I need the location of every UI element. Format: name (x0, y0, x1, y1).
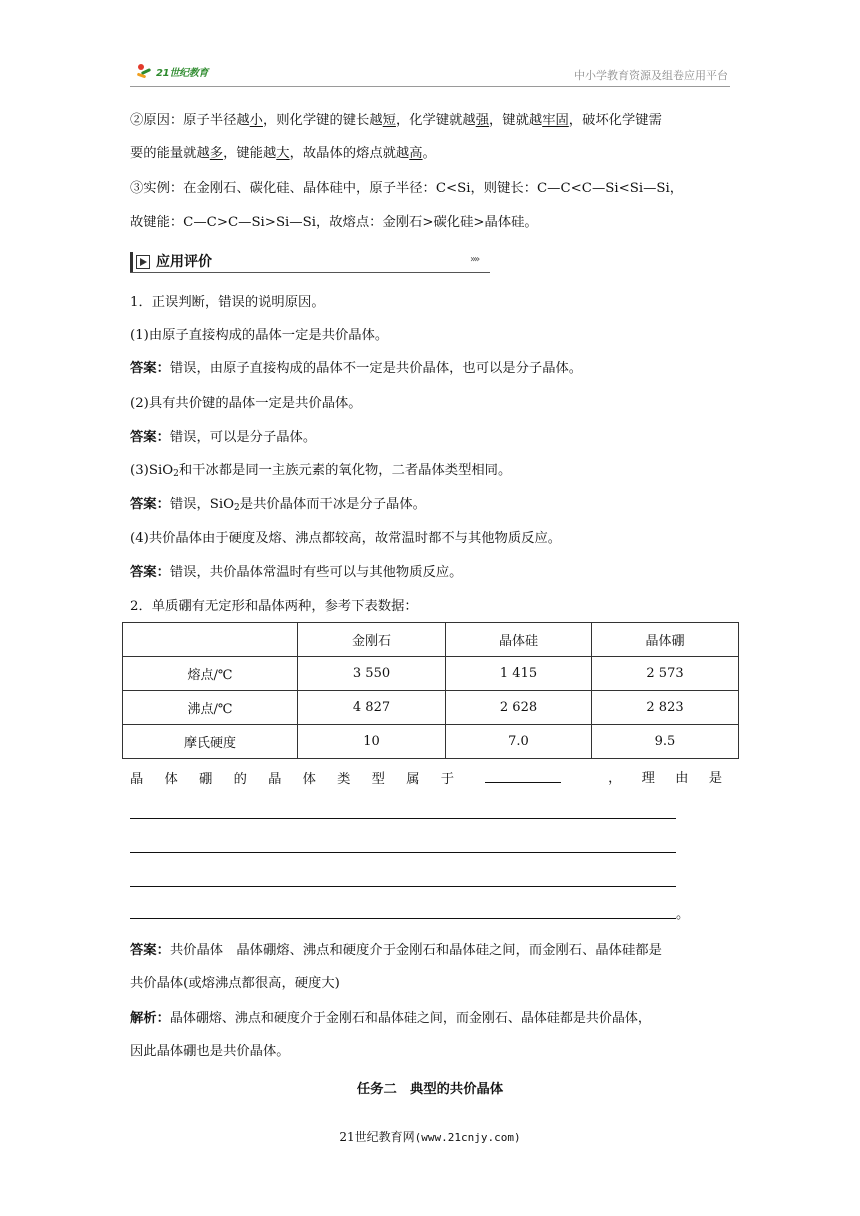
table-cell (123, 623, 298, 657)
table-cell: 摩氏硬度 (123, 725, 298, 759)
q1-answer-2 (130, 429, 316, 447)
q2-answer-line-2: 共价晶体(或熔沸点都很高，硬度大) (130, 976, 340, 991)
q2-stem: 2．单质硼有无定形和晶体两种，参考下表数据： (130, 599, 418, 614)
underlined-answer: 大 (276, 146, 290, 161)
text: 是共价晶体而干冰是分子晶体。 (239, 497, 426, 512)
underlined-answer: 多 (209, 146, 224, 161)
underlined-answer: 强 (475, 113, 490, 128)
q2-analysis-line-2: 因此晶体硼也是共价晶体。 (130, 1044, 290, 1059)
text: ，键能越 (223, 146, 277, 161)
analysis-text: 晶体硼熔、沸点和硬度介于金刚石和晶体硅之间，而金刚石、晶体硅都是共价晶体， (169, 1011, 651, 1026)
q1-item-1: (1)由原子直接构成的晶体一定是共价晶体。 (130, 328, 389, 343)
boron-data-table (122, 622, 739, 759)
answer-text: 错误，共价晶体常温时有些可以与其他物质反应。 (169, 565, 463, 580)
q1-answer-4 (130, 564, 462, 582)
answer-text: 错误，可以是分子晶体。 (169, 430, 317, 445)
text: ，破坏化学键需 (568, 113, 662, 128)
underlined-answer: 高 (409, 146, 423, 161)
fill-in-line (130, 770, 730, 789)
text: ，故晶体的熔点就越 (289, 146, 410, 161)
section-banner (130, 252, 490, 273)
text: 错误，SiO (169, 497, 235, 512)
table-cell: 2 628 (446, 691, 592, 725)
answer-rule (130, 852, 676, 853)
table-row (123, 725, 739, 759)
answer-rule (130, 818, 676, 819)
platform-name: 中小学教育资源及组卷应用平台 (574, 69, 728, 82)
logo (136, 60, 208, 82)
example-line-1: ③实例：在金刚石、碳化硅、晶体硅中，原子半径：C<Si，则键长：C—C<C—Si<Si—Si， (130, 181, 684, 196)
answer-label: 答案： (130, 430, 170, 445)
table-cell: 沸点/℃ (123, 691, 298, 725)
text: ，键就越 (489, 113, 543, 128)
answer-text: 共价晶体 晶体硼熔、沸点和硬度介于金刚石和晶体硅之间，而金刚石、晶体硅都是 (169, 943, 662, 958)
q1-stem: 1．正误判断，错误的说明原因。 (130, 295, 325, 310)
answer-blank (485, 770, 561, 783)
period-mark: 。 (676, 907, 690, 922)
double-chevron-icon: »» (470, 254, 479, 265)
table-row (123, 691, 739, 725)
table-cell: 金刚石 (298, 623, 446, 657)
footer-url: (www.21cnjy.com) (414, 1131, 521, 1144)
section-title: 应用评价 (156, 254, 212, 270)
answer-rule (130, 886, 676, 887)
q1-item-4: (4)共价晶体由于硬度及熔、沸点都较高，故常温时都不与其他物质反应。 (130, 531, 562, 546)
q1-answer-1 (130, 360, 582, 378)
table-cell: 1 415 (446, 657, 592, 691)
runner-logo-icon (136, 62, 154, 80)
underlined-answer: 小 (249, 113, 263, 128)
q2-analysis-line-1 (130, 1010, 651, 1028)
task-title: 任务二 典型的共价晶体 (356, 1082, 504, 1097)
logo-text: 21世纪教育 (156, 67, 209, 79)
subscript: 2 (173, 469, 179, 479)
footer-site: 21世纪教育网 (339, 1130, 415, 1144)
table-cell: 熔点/℃ (123, 657, 298, 691)
answer-label: 答案： (130, 497, 170, 512)
text: ， 理 由 是 (608, 771, 730, 786)
table-cell: 3 550 (298, 657, 446, 691)
underlined-answer: 牢固 (542, 113, 569, 128)
example-line-2: 故键能：C—C>C—Si>Si—Si，故熔点：金刚石>碳化硅>晶体硅。 (130, 215, 538, 230)
text: 和干冰都是同一主族元素的氧化物，二者晶体类型相同。 (178, 463, 512, 478)
table-cell: 晶体硼 (592, 623, 739, 657)
table-cell: 2 573 (592, 657, 739, 691)
answer-rule (130, 918, 676, 919)
play-triangle-icon (136, 255, 150, 269)
text: 要的能量就越 (130, 146, 210, 161)
text: 晶 体 硼 的 晶 体 类 型 属 于 (130, 772, 463, 787)
underlined-answer: 短 (382, 113, 396, 128)
table-row (123, 657, 739, 691)
answer-label: 答案： (130, 361, 170, 376)
reason-line-1 (130, 112, 662, 130)
reason-line-2 (130, 145, 436, 163)
q1-item-2: (2)具有共价键的晶体一定是共价晶体。 (130, 396, 362, 411)
analysis-label: 解析： (130, 1011, 170, 1026)
banner-bar (130, 252, 133, 272)
table-header-row (123, 623, 739, 657)
answer-label: 答案： (130, 943, 170, 958)
table-cell: 4 827 (298, 691, 446, 725)
table-cell: 2 823 (592, 691, 739, 725)
page-header (130, 60, 730, 87)
table-cell: 9.5 (592, 725, 739, 759)
text: ，则化学键的键长越 (262, 113, 383, 128)
text: (3)SiO (130, 463, 174, 478)
table-cell: 10 (298, 725, 446, 759)
page-footer (0, 1128, 860, 1145)
text: 。 (422, 146, 436, 161)
text: ②原因：原子半径越 (130, 113, 250, 128)
answer-text: 错误，由原子直接构成的晶体不一定是共价晶体，也可以是分子晶体。 (169, 361, 583, 376)
table-cell: 晶体硅 (446, 623, 592, 657)
q1-answer-3 (130, 496, 426, 514)
table-cell: 7.0 (446, 725, 592, 759)
subscript: 2 (234, 503, 240, 513)
q1-item-3 (130, 462, 511, 480)
text: ，化学键就越 (395, 113, 476, 128)
q2-answer-line-1 (130, 942, 662, 960)
answer-label: 答案： (130, 565, 170, 580)
